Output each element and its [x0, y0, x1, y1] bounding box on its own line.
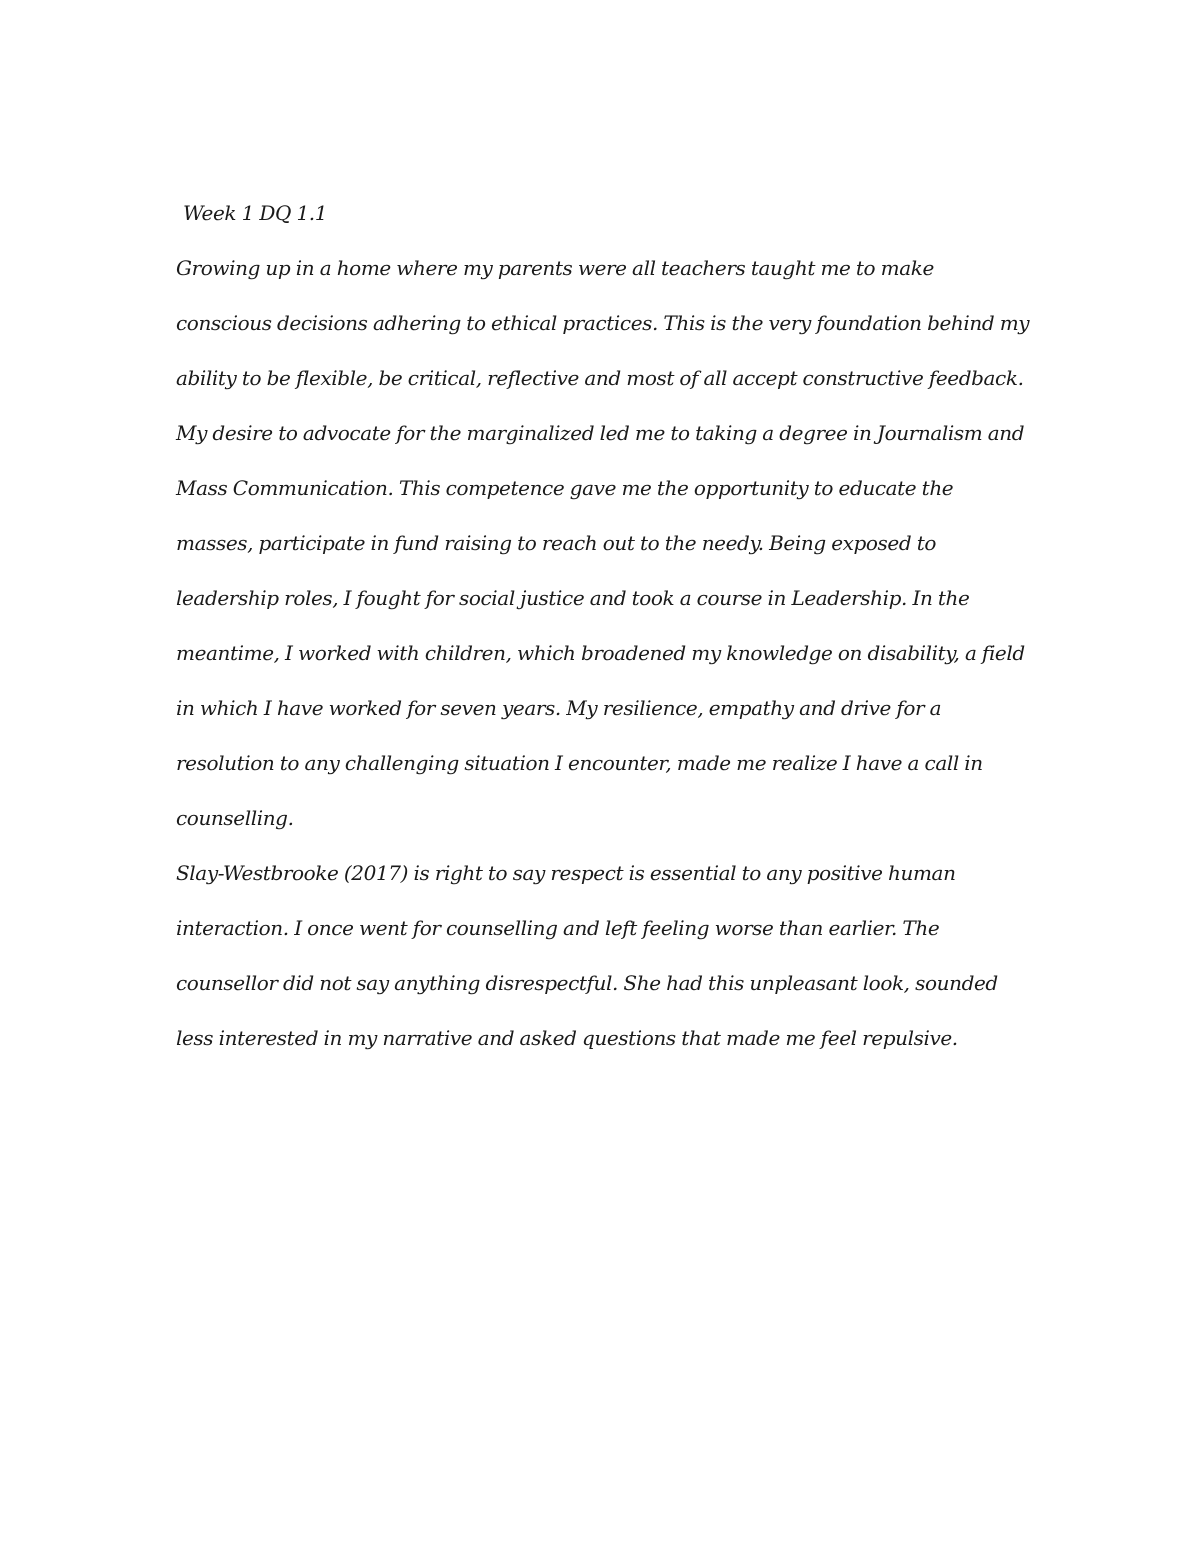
paragraph-line: counsellor did not say anything disrespectful. She had this unpleasant look, sounded: [176, 971, 998, 995]
paragraph-line: conscious decisions adhering to ethical practices. This is the very foundation behind my: [176, 311, 1030, 335]
paragraph-line: counselling.: [176, 806, 294, 830]
paragraph-line: interaction. I once went for counselling and left feeling worse than earlier. The: [176, 916, 940, 940]
paragraph-2: [176, 846, 1036, 1066]
paragraph-line: My desire to advocate for the marginalized led me to taking a degree in Journalism and: [176, 421, 1025, 445]
paragraph-1: [176, 241, 1036, 846]
document-heading: Week 1 DQ 1.1: [183, 201, 328, 225]
paragraph-line: less interested in my narrative and asked questions that made me feel repulsive.: [176, 1026, 958, 1050]
paragraph-line: masses, participate in fund raising to reach out to the needy. Being exposed to: [176, 531, 936, 555]
paragraph-line: Mass Communication. This competence gave me the opportunity to educate the: [176, 476, 954, 500]
paragraph-line: ability to be flexible, be critical, reflective and most of all accept constructive feedback.: [176, 366, 1024, 390]
paragraph-line: resolution to any challenging situation I encounter, made me realize I have a call in: [176, 751, 983, 775]
document-body: [176, 186, 1036, 1066]
paragraph-line: leadership roles, I fought for social justice and took a course in Leadership. In the: [176, 586, 970, 610]
paragraph-line: meantime, I worked with children, which broadened my knowledge on disability, a field: [176, 641, 1025, 665]
paragraph-line: Slay-Westbrooke (2017) is right to say respect is essential to any positive human: [176, 861, 956, 885]
paragraph-line: Growing up in a home where my parents were all teachers taught me to make: [176, 256, 934, 280]
paragraph-line: in which I have worked for seven years. My resilience, empathy and drive for a: [176, 696, 942, 720]
